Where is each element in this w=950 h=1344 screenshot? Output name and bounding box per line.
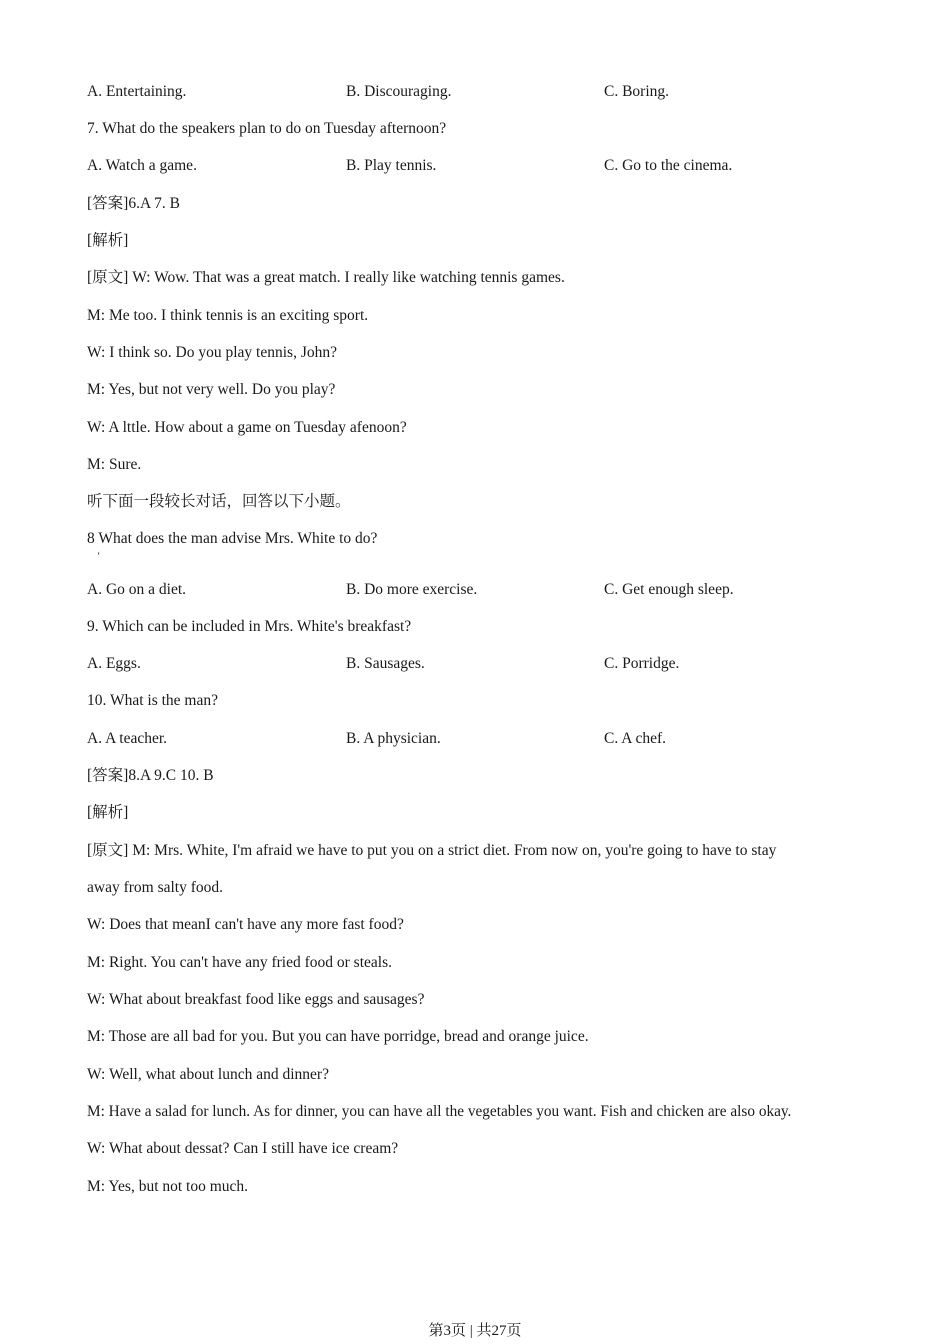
q7-option-c: C. Go to the cinema.: [604, 157, 733, 174]
transcript-line: M: Yes, but not very well. Do you play?: [87, 381, 336, 398]
page-footer: 第3页 | 共27页: [428, 1323, 522, 1339]
q10-option-b: B. A physician.: [346, 730, 441, 747]
transcript-line: M: Yes, but not too much.: [87, 1178, 249, 1195]
transcript-line: W: Does that meanI can't have any more fast food?: [87, 916, 404, 933]
q9-option-c: C. Porridge.: [604, 655, 680, 672]
transcript-line: W: A lttle. How about a game on Tuesday afenoon?: [87, 419, 407, 436]
analysis-label: [解析]: [87, 232, 129, 249]
transcript-line: [原文] M: Mrs. White, I'm afraid we have to put you on a strict diet. From now on, you're going to have to stay: [87, 842, 777, 859]
transcript-line: W: What about dessat? Can I still have ice cream?: [87, 1140, 399, 1157]
transcript-line: [原文] W: Wow. That was a great match. I really like watching tennis games.: [87, 269, 565, 286]
section-instruction: 听下面一段较长对话，回答以下小题。: [87, 493, 351, 510]
q10-option-c: C. A chef.: [604, 730, 666, 747]
transcript-line: M: Those are all bad for you. But you can have porridge, bread and orange juice.: [87, 1028, 589, 1045]
transcript-line: W: I think so. Do you play tennis, John?: [87, 344, 337, 361]
q8-question: 8 What does the man advise Mrs. White to do?: [87, 530, 378, 547]
transcript-line: away from salty food.: [87, 879, 224, 896]
q8-option-b: B. Do more exercise.: [346, 581, 478, 598]
q7-option-b: B. Play tennis.: [346, 157, 437, 174]
transcript-line: M: Me too. I think tennis is an exciting sport.: [87, 307, 369, 324]
q9-option-b: B. Sausages.: [346, 655, 425, 672]
q10-option-a: A. A teacher.: [87, 730, 168, 747]
transcript-line: W: Well, what about lunch and dinner?: [87, 1066, 329, 1083]
q10-question: 10. What is the man?: [87, 692, 219, 709]
q6-option-a: A. Entertaining.: [87, 83, 187, 100]
q9-option-a: A. Eggs.: [87, 655, 141, 672]
q9-question: 9. Which can be included in Mrs. White's breakfast?: [87, 618, 412, 635]
q6-option-b: B. Discouraging.: [346, 83, 452, 100]
transcript-line: M: Sure.: [87, 456, 142, 473]
q8-option-c: C. Get enough sleep.: [604, 581, 734, 598]
q6-option-c: C. Boring.: [604, 83, 670, 100]
transcript-line: M: Right. You can't have any fried food or steals.: [87, 954, 392, 971]
transcript-line: M: Have a salad for lunch. As for dinner, you can have all the vegetables you want. Fish and chicken are also okay.: [87, 1103, 792, 1120]
answer-line: [答案]6.A 7. B: [87, 195, 181, 212]
transcript-line: W: What about breakfast food like eggs and sausages?: [87, 991, 425, 1008]
q8-option-a: A. Go on a diet.: [87, 581, 187, 598]
q7-question: 7. What do the speakers plan to do on Tuesday afternoon?: [87, 120, 447, 137]
analysis-label: [解析]: [87, 804, 129, 821]
answer-line: [答案]8.A 9.C 10. B: [87, 767, 214, 784]
q7-option-a: A. Watch a game.: [87, 157, 197, 174]
stray-dot-mark: ‘: [97, 551, 101, 562]
